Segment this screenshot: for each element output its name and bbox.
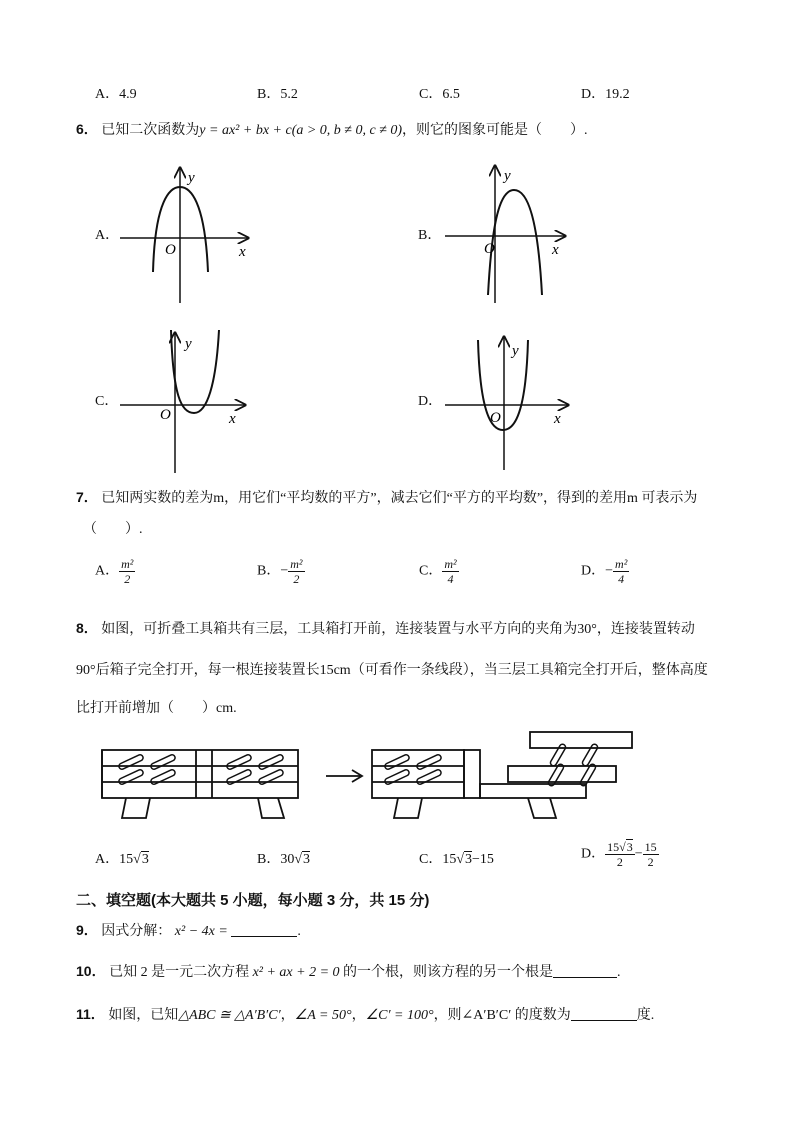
question-7: 7． 已知两实数的差为m，用它们“平均数的平方”，减去它们“平方的平均数”，得到的差用m 可表示为: [76, 489, 698, 506]
q8-option-d: D． $\frac{15√3}{2}$ − $\frac{15}{2}$: [581, 840, 657, 869]
toolbox-figure: [98, 728, 638, 820]
graph-c-x-label: x: [229, 411, 236, 427]
q6-option-b-label: B．: [418, 228, 442, 243]
section-2-title: 二、填空题(本大题共 5 小题，每小题 3 分，共 15 分): [76, 892, 430, 909]
graph-b: [440, 160, 590, 310]
question-11: 11． 如图，已知△ABC ≅ △A′B′C′，∠A = 50°，∠C′ = 100°，则∠A′B′C′ 的度数为 度.: [76, 1006, 655, 1023]
graph-a-y-label: y: [188, 170, 195, 186]
graph-a-x-label: x: [239, 244, 246, 260]
graph-c-y-label: y: [185, 336, 192, 352]
q7-option-c: C． $\frac{\text{m²}}{4}$: [419, 557, 457, 586]
graph-b-x-label: x: [552, 242, 559, 258]
q11-answer-blank[interactable]: [571, 1006, 637, 1021]
question-8-line3: 比打开前增加（ ）cm.: [76, 701, 237, 716]
graph-d-x-label: x: [554, 411, 561, 427]
q10-answer-blank[interactable]: [553, 963, 617, 978]
q6-option-d-label: D．: [418, 394, 443, 409]
graph-b-origin: O: [484, 241, 495, 257]
graph-a: [115, 160, 265, 310]
q9-answer-blank[interactable]: [231, 922, 297, 937]
q5-option-a: A．4.9: [95, 87, 137, 102]
graph-c: [115, 325, 265, 475]
question-7-line2: （ ）.: [83, 522, 143, 537]
q5-option-c: C．6.5: [419, 87, 460, 102]
graph-a-origin: O: [165, 242, 176, 258]
question-6: 6． 已知二次函数为y = ax² + bx + c(a > 0, b ≠ 0, c ≠ 0)，则它的图象可能是（ ）.: [76, 121, 588, 138]
graph-d: [440, 325, 590, 475]
graph-d-origin: O: [490, 410, 501, 426]
q6-option-c-label: C．: [95, 394, 119, 409]
q7-option-b: B．− $\frac{\text{m²}}{2}$: [257, 557, 303, 586]
q6-option-a-label: A．: [95, 228, 120, 243]
q8-option-b: B．30√3: [257, 852, 311, 867]
q8-option-c: C．15√3−15: [419, 852, 494, 867]
question-9: 9． 因式分解： x² − 4x = .: [76, 922, 301, 939]
q8-option-a: A．15√3: [95, 852, 149, 867]
graph-c-origin: O: [160, 407, 171, 423]
q5-option-b: B．5.2: [257, 87, 298, 102]
graph-d-y-label: y: [512, 343, 519, 359]
graph-b-y-label: y: [504, 168, 511, 184]
question-10: 10． 已知 2 是一元二次方程 x² + ax + 2 = 0 的一个根，则该方程的另一个根是 .: [76, 963, 621, 980]
question-8: 8． 如图，可折叠工具箱共有三层，工具箱打开前，连接装置与水平方向的夹角为30°，连接装置转动: [76, 620, 695, 637]
q5-option-d: D．19.2: [581, 87, 630, 102]
q7-option-a: A． $\frac{\text{m²}}{2}$: [95, 557, 134, 586]
question-8-line2: 90°后箱子完全打开，每一根连接装置长15cm（可看作一条线段），当三层工具箱完全打开后，整体高度: [76, 663, 708, 678]
q7-option-d: D．− $\frac{\text{m²}}{4}$: [581, 557, 628, 586]
